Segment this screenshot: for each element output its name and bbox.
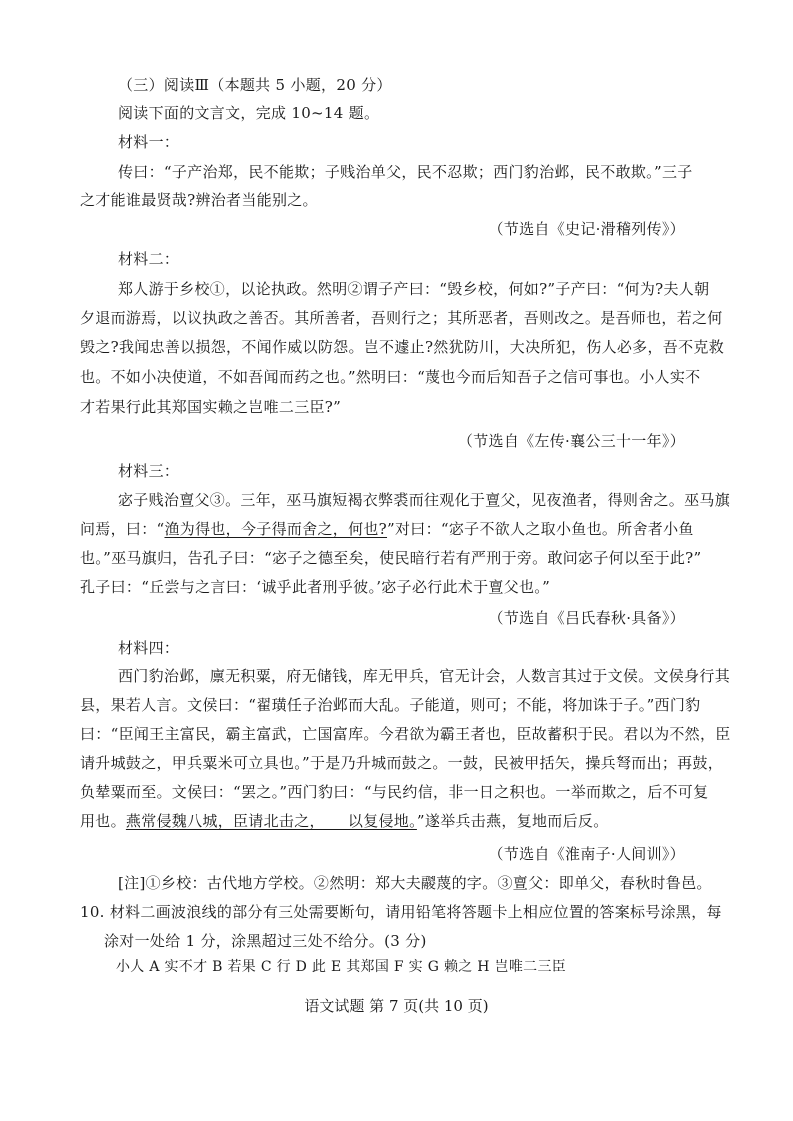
material4-line3: 曰：“臣闻王主富民，霸主富武，亡国富库。今君欲为霸王者也，臣故蓄积于民。君以为不然，臣 (80, 725, 731, 743)
material1-label: 材料一： (118, 133, 180, 151)
material3-line2-pre: 问焉，曰：“ (80, 520, 165, 538)
page-footer: 语文试题 第 7 页(共 10 页) (304, 997, 489, 1015)
material3-line1: 宓子贱治亶父③。三年，巫马旗短褐衣弊裘而往观化于亶父，见夜渔者，得则舍之。巫马旗 (118, 491, 731, 509)
material3-line3: 也。”巫马旗归，告孔子曰：“宓子之德至矣，使民暗行若有严刑于旁。敢问宓子何以至于此?” (80, 549, 702, 567)
material3-source: （节选自《吕氏春秋·具备》） (488, 609, 685, 627)
material1-source: （节选自《史记·滑稽列传》） (488, 220, 685, 238)
question10-line1: 10. 材料二画波浪线的部分有三处需要断句，请用铅笔将答题卡上相应位置的答案标号涂黑，每 (80, 903, 722, 921)
question10-line2: 涂对一处给 1 分，涂黑超过三处不给分。(3 分) (104, 932, 427, 950)
annotation-notes: [注]①乡校：古代地方学校。②然明：郑大夫鬷蔑的字。③亶父：即单父，春秋时鲁邑。 (118, 874, 712, 892)
material4-line6-pre: 用也。 (80, 812, 126, 830)
material4-line6-post: ”遂举兵击燕，复地而后反。 (416, 812, 609, 830)
material2-label: 材料二： (118, 250, 180, 268)
material4-line4: 请升城鼓之，甲兵粟米可立具也。”于是乃升城而鼓之。一鼓，民被甲括矢，操兵弩而出；再鼓， (80, 754, 724, 772)
material2-line1: 郑人游于乡校①，以论执政。然明②谓子产曰：“毁乡校，何如?”子产曰：“何为?夫人朝 (118, 280, 710, 298)
material2-line5: 才若果行此其郑国实赖之岂唯二三臣?” (80, 398, 342, 416)
question10-options: 小人 A 实不才 B 若果 C 行 D 此 E 其郑国 F 实 G 赖之 H 岂唯二三臣 (116, 959, 567, 975)
material4-line2: 县，果若人言。文侯曰：“翟璜任子治邺而大乱。子能道，则可；不能，将加诛于子。”西门豹 (80, 696, 701, 714)
material4-line5: 负辇粟而至。文侯曰：“罢之。”西门豹曰：“与民约信，非一日之积也。一举而欺之，后不可复 (80, 783, 709, 801)
material4-source: （节选自《淮南子·人间训》） (488, 845, 685, 863)
material1-line2: 之才能谁最贤哉?辨治者当能别之。 (80, 191, 318, 209)
material4-label: 材料四： (118, 639, 180, 657)
material2-source: （节选自《左传·襄公三十一年》） (457, 432, 685, 450)
material4-line1: 西门豹治邺，廪无积粟，府无储钱，库无甲兵，官无计会，人数言其过于文侯。文侯身行其 (118, 667, 731, 685)
material2-line3: 毁之?我闻忠善以损怨，不闻作威以防怨。岂不遽止?然犹防川，大决所犯，伤人必多，吾不克救 (80, 338, 724, 356)
material4-line6 (80, 810, 609, 832)
section-title: （三）阅读Ⅲ（本题共 5 小题，20 分） (118, 76, 392, 94)
material2-line2: 夕退而游焉，以议执政之善否。其所善者，吾则行之；其所恶者，吾则改之。是吾师也，若之何 (80, 309, 723, 327)
material3-label: 材料三： (118, 462, 180, 480)
material1-line1: 传曰：“子产治郑，民不能欺；子贱治单父，民不忍欺；西门豹治邺，民不敢欺。”三子 (118, 163, 693, 181)
material2-line4: 也。不如小决使道，不如吾闻而药之也。”然明曰：“蔑也今而后知吾子之信可事也。小人实不 (80, 368, 701, 386)
section-instruction: 阅读下面的文言文，完成 10~14 题。 (118, 104, 380, 122)
material3-line2 (80, 518, 694, 540)
material3-line2-post: ”对曰：“宓子不欲人之取小鱼也。所舍者小鱼 (387, 520, 694, 538)
underlined-sentence-2: 燕常侵魏八城，臣请北击之， 以复侵地。 (125, 812, 417, 830)
underlined-sentence-1: 渔为得也，今子得而舍之，何也? (164, 520, 388, 538)
material3-line4: 孔子曰：“丘尝与之言曰：‘诚乎此者刑乎彼。’宓子必行此术于亶父也。” (80, 578, 551, 596)
